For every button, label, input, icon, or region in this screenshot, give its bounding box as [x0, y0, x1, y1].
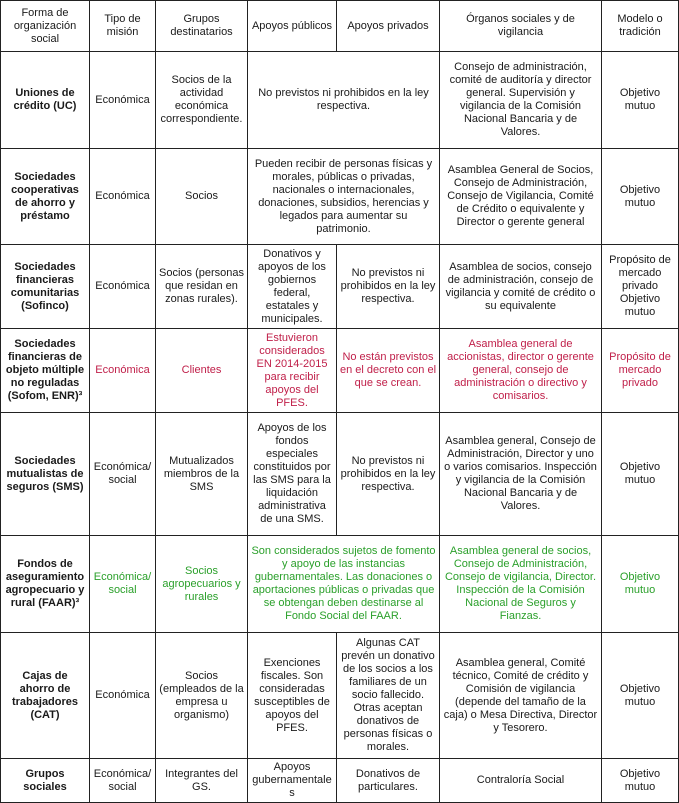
cell-grupos: Mutualizados miembros de la SMS — [156, 413, 248, 536]
cell-apoyos-publicos: Donativos y apoyos de los gobiernos federal, estatales y municipales. — [248, 245, 337, 329]
cell-apoyos-merged: Son considerados sujetos de fomento y apoyo de las instancias gubernamentales. Las donaciones o aportaciones públicas o privadas que se obtengan deben destinarse al Fondo Social del FAAR. — [248, 536, 440, 633]
cell-organos: Asamblea general, Comité técnico, Comité de crédito y Comisión de vigilancia (depende del tamaño de la caja) o Mesa Directiva, Director y Tesorero. — [440, 633, 602, 759]
table-row — [1, 52, 679, 149]
cell-apoyos-publicos: Apoyos de los fondos especiales constituidos por las SMS para la liquidación administrativa de una SMS. — [248, 413, 337, 536]
cell-organos: Asamblea general de socios, Consejo de Administración, Consejo de vigilancia, Director. Inspección de la Comisión Nacional de Seguros y Fianzas. — [440, 536, 602, 633]
cell-grupos: Socios (personas que residan en zonas rurales). — [156, 245, 248, 329]
cell-grupos: Socios de la actividad económica correspondiente. — [156, 52, 248, 149]
cell-mision: Económica — [90, 633, 156, 759]
cell-forma: Grupos sociales — [1, 759, 90, 803]
cell-organos: Consejo de administración, comité de auditoría y director general. Supervisión y vigilancia de la Comisión Nacional Bancaria y de Valores. — [440, 52, 602, 149]
table-row — [1, 245, 679, 329]
cell-mision: Económica — [90, 149, 156, 245]
cell-apoyos-publicos: Apoyos gubernamentales — [248, 759, 337, 803]
cell-mision: Económica — [90, 52, 156, 149]
cell-mision: Económica/ social — [90, 413, 156, 536]
header-apoyos-publicos: Apoyos públicos — [248, 1, 337, 52]
header-forma: Forma de organización social — [1, 1, 90, 52]
cell-organos: Asamblea general, Consejo de Administración, Director y uno o varios comisarios. Inspección y vigilancia de la Comisión Nacional Bancaria y de Valores. — [440, 413, 602, 536]
cell-grupos: Clientes — [156, 329, 248, 413]
header-modelo: Modelo o tradición — [602, 1, 679, 52]
cell-forma: Uniones de crédito (UC) — [1, 52, 90, 149]
table-row — [1, 536, 679, 633]
cell-apoyos-privados: No están previstos en el decreto con el que se crean. — [337, 329, 440, 413]
cell-grupos: Socios (empleados de la empresa u organismo) — [156, 633, 248, 759]
cell-apoyos-merged: No previstos ni prohibidos en la ley respectiva. — [248, 52, 440, 149]
cell-apoyos-merged: Pueden recibir de personas físicas y morales, públicas o privadas, nacionales o internacionales, donaciones, subsidios, herencias y legados para aumentar su patrimonio. — [248, 149, 440, 245]
table-row — [1, 759, 679, 803]
cell-mision: Económica — [90, 245, 156, 329]
cell-grupos: Socios — [156, 149, 248, 245]
cell-apoyos-privados: Algunas CAT prevén un donativo de los socios a los familiares de un socio fallecido. Otras aceptan donativos de personas físicas o morales. — [337, 633, 440, 759]
cell-modelo: Objetivo mutuo — [602, 633, 679, 759]
header-row — [1, 1, 679, 52]
table-row — [1, 633, 679, 759]
table-row — [1, 413, 679, 536]
header-organos: Órganos sociales y de vigilancia — [440, 1, 602, 52]
cell-apoyos-publicos: Estuvieron considerados EN 2014-2015 para recibir apoyos del PFES. — [248, 329, 337, 413]
table-row — [1, 329, 679, 413]
header-apoyos-privados: Apoyos privados — [337, 1, 440, 52]
cell-modelo: Objetivo mutuo — [602, 536, 679, 633]
cell-forma: Sociedades financieras comunitarias (Sofinco) — [1, 245, 90, 329]
cell-apoyos-privados: Donativos de particulares. — [337, 759, 440, 803]
cell-modelo: Objetivo mutuo — [602, 759, 679, 803]
cell-mision: Económica — [90, 329, 156, 413]
cell-forma: Sociedades cooperativas de ahorro y préstamo — [1, 149, 90, 245]
cell-forma: Sociedades mutualistas de seguros (SMS) — [1, 413, 90, 536]
cell-modelo: Propósito de mercado privado Objetivo mutuo — [602, 245, 679, 329]
cell-grupos: Integrantes del GS. — [156, 759, 248, 803]
cell-forma: Sociedades financieras de objeto múltiple no reguladas (Sofom, ENR)³ — [1, 329, 90, 413]
cell-modelo: Objetivo mutuo — [602, 413, 679, 536]
cell-modelo: Propósito de mercado privado — [602, 329, 679, 413]
cell-mision: Económica/ social — [90, 759, 156, 803]
cell-organos: Contraloría Social — [440, 759, 602, 803]
cell-grupos: Socios agropecuarios y rurales — [156, 536, 248, 633]
cell-organos: Asamblea de socios, consejo de administración, consejo de vigilancia y comité de crédito o su equivalente — [440, 245, 602, 329]
cell-forma: Cajas de ahorro de trabajadores (CAT) — [1, 633, 90, 759]
header-mision: Tipo de misión — [90, 1, 156, 52]
cell-mision: Económica/ social — [90, 536, 156, 633]
cell-modelo: Objetivo mutuo — [602, 149, 679, 245]
header-grupos: Grupos destinatarios — [156, 1, 248, 52]
cell-apoyos-privados: No previstos ni prohibidos en la ley respectiva. — [337, 413, 440, 536]
cell-apoyos-publicos: Exenciones fiscales. Son consideradas susceptibles de apoyos del PFES. — [248, 633, 337, 759]
cell-apoyos-privados: No previstos ni prohibidos en la ley respectiva. — [337, 245, 440, 329]
cell-forma: Fondos de aseguramiento agropecuario y rural (FAAR)³ — [1, 536, 90, 633]
cell-modelo: Objetivo mutuo — [602, 52, 679, 149]
cell-organos: Asamblea general de accionistas, director o gerente general, consejo de administración o directivo y comisarios. — [440, 329, 602, 413]
cell-organos: Asamblea General de Socios, Consejo de Administración, Consejo de Vigilancia, Comité de Crédito o equivalente y Director o gerente general — [440, 149, 602, 245]
table-row — [1, 149, 679, 245]
